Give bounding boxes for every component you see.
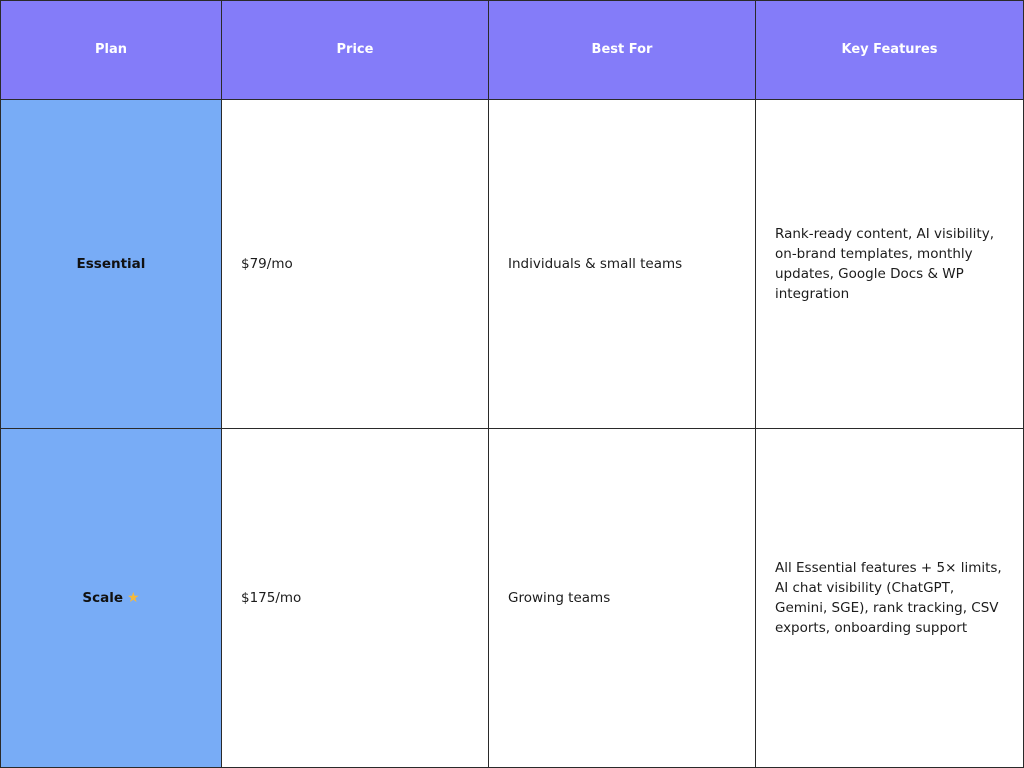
- features-cell: [756, 100, 1024, 429]
- best-for-value: Growing teams: [508, 590, 611, 606]
- plan-name: Scale: [82, 590, 124, 606]
- header-key-features: Key Features: [756, 0, 1024, 100]
- best-for-value: Individuals & small teams: [508, 256, 683, 272]
- best-for-cell: [489, 100, 756, 429]
- features-cell: [756, 429, 1024, 768]
- price-cell: [222, 100, 489, 429]
- plan-cell-essential: [0, 100, 222, 429]
- price-cell: [222, 429, 489, 768]
- header-best-for: Best For: [489, 0, 756, 100]
- features-value: All Essential features + 5× limits, AI chat visibility (ChatGPT, Gemini, SGE), rank tracking, CSV exports, onboarding support: [775, 560, 1002, 636]
- best-for-cell: [489, 429, 756, 768]
- plan-name: Essential: [76, 256, 146, 272]
- price-value: $79/mo: [241, 256, 293, 272]
- star-icon: ★: [127, 590, 140, 606]
- price-value: $175/mo: [241, 590, 302, 606]
- plan-cell-scale: [0, 429, 222, 768]
- header-plan: Plan: [0, 0, 222, 100]
- header-price: Price: [222, 0, 489, 100]
- features-value: Rank-ready content, AI visibility, on-brand templates, monthly updates, Google Docs & WP integration: [775, 226, 994, 302]
